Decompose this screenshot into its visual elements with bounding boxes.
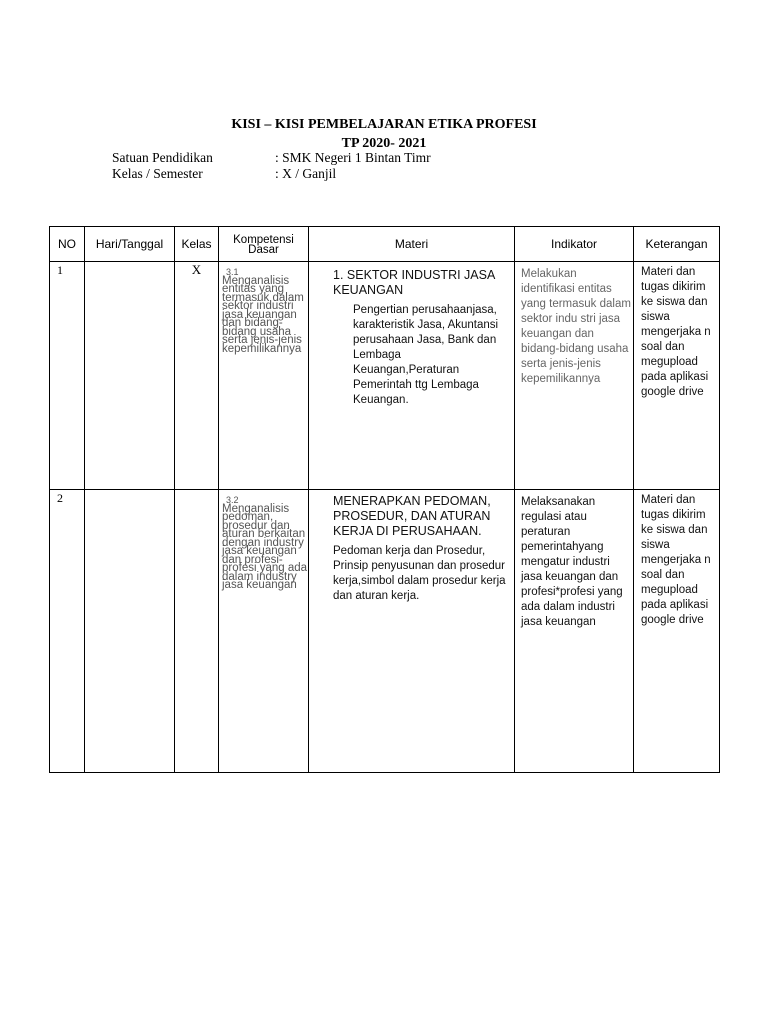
cell-keterangan: Materi dan tugas dikirim ke siswa dan siswa mengerjaka n soal dan megupload pada aplikasi google drive — [634, 490, 720, 773]
table-row — [50, 490, 720, 773]
cell-hari-tanggal — [85, 490, 175, 773]
materi-heading: 1. SEKTOR INDUSTRI JASA KEUANGAN — [333, 268, 495, 297]
kd-text: Menganalisis entitas yang termasuk dalam sektor industri jasa keuangan dan bidang-bidang usaha serta jenis-jenis kepemilikannya — [222, 274, 304, 355]
cell-indikator: Melakukan identifikasi entitas yang termasuk dalam sektor indu stri jasa keuangan dan bidang-bidang usaha serta jenis-jenis kepemilikannya — [515, 262, 634, 490]
header-materi: Materi — [309, 227, 515, 262]
cell-kelas — [175, 490, 219, 773]
materi-heading: MENERAPKAN PEDOMAN, PROSEDUR, DAN ATURAN KERJA DI PERUSAHAAN. — [333, 494, 491, 538]
document-title: KISI – KISI PEMBELAJARAN ETIKA PROFESI — [231, 117, 537, 132]
kd-code: 3.2 — [226, 495, 239, 505]
cell-kompetensi-dasar — [219, 490, 309, 773]
kd-code: 3.1 — [226, 267, 239, 277]
kd-text: Menganalisis pedoman, prosedur dan aturan berkaitan dengan industry jasa keuangan dan profesi-profesi yang ada dalam industry jasa keuangan — [222, 502, 308, 591]
materi-body: Pedoman kerja dan Prosedur, Prinsip penyusunan dan prosedur kerja,simbol dalam prosedur kerja dan aturan kerja. — [333, 545, 506, 602]
cell-hari-tanggal — [85, 262, 175, 490]
document-subtitle-year: TP 2020- 2021 — [341, 136, 427, 151]
header-no: NO — [50, 227, 85, 262]
meta-value: : SMK Negeri 1 Bintan Timr — [275, 150, 431, 165]
materi-body: Pengertian perusahaanjasa, karakteristik Jasa, Akuntansi perusahaan Jasa, Bank dan Lembaga Keuangan,Peraturan Pemerintah ttg Lembaga Keuangan. — [353, 304, 499, 406]
cell-indikator: Melaksanakan regulasi atau peraturan pemerintahyang mengatur industri jasa keuangan dan profesi*profesi yang ada dalam industri jasa keuangan — [515, 490, 634, 773]
meta-label: Satuan Pendidikan — [112, 150, 213, 165]
cell-no: 1 — [50, 262, 85, 490]
cell-materi — [309, 262, 515, 490]
header-indikator: Indikator — [515, 227, 634, 262]
table-row — [50, 262, 720, 490]
cell-materi — [309, 490, 515, 773]
header-hari-tanggal: Hari/Tanggal — [85, 227, 175, 262]
header-kompetensi-dasar — [219, 227, 309, 262]
cell-kompetensi-dasar — [219, 262, 309, 490]
kisi-kisi-table — [49, 226, 720, 773]
header-kd-line2: Dasar — [248, 244, 279, 256]
cell-kelas: X — [175, 262, 219, 490]
header-kd-line1: Kompetensi — [233, 234, 294, 246]
cell-no: 2 — [50, 490, 85, 773]
meta-label: Kelas / Semester — [112, 166, 203, 181]
meta-value: : X / Ganjil — [275, 166, 337, 181]
header-kelas: Kelas — [175, 227, 219, 262]
cell-keterangan: Materi dan tugas dikirim ke siswa dan siswa mengerjaka n soal dan megupload pada aplikasi google drive — [634, 262, 720, 490]
table-header-row — [50, 227, 720, 262]
header-keterangan: Keterangan — [634, 227, 720, 262]
